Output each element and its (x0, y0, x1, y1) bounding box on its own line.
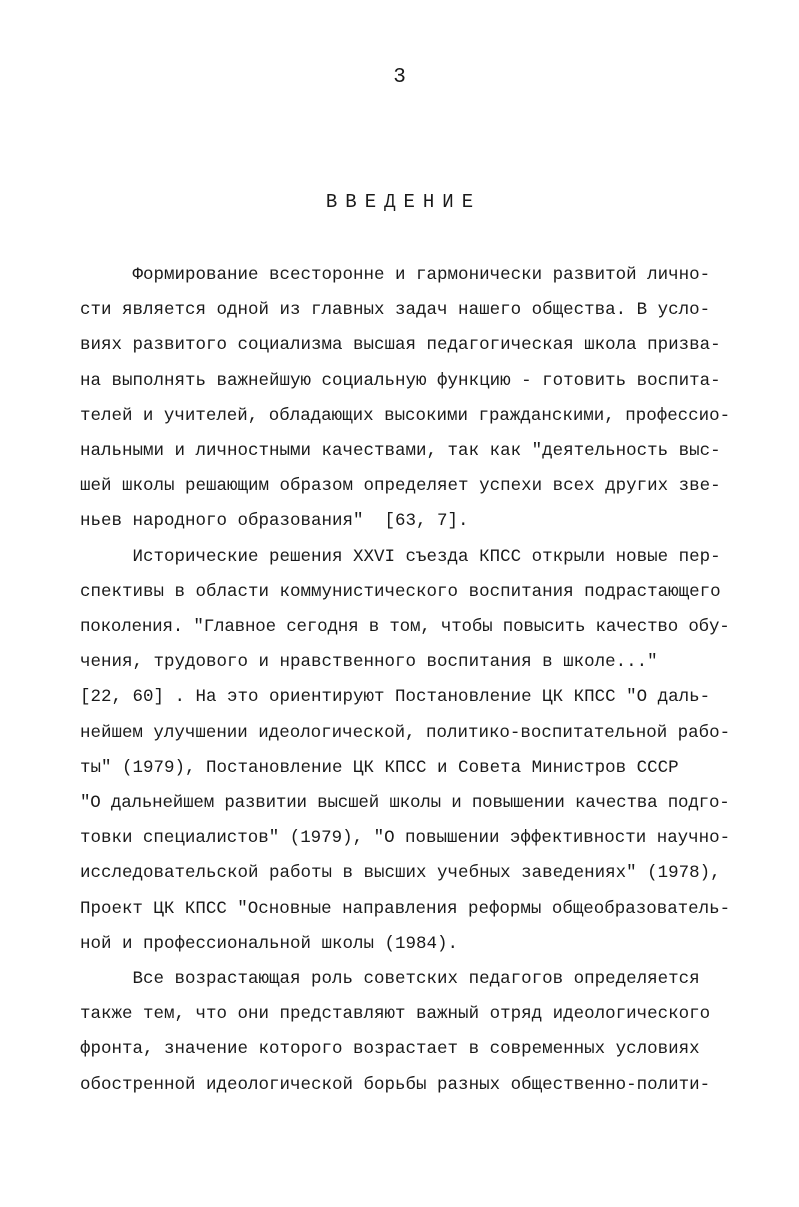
text-line: [22, 60] . На это ориентируют Постановление ЦК КПСС "О даль- (80, 687, 711, 708)
page-number: 3 (393, 66, 406, 89)
text-line: товки специалистов" (1979), "О повышении эффективности научно- (80, 828, 731, 849)
section-heading: ВВЕДЕНИЕ (325, 191, 482, 213)
text-line: фронта, значение которого возрастает в современных условиях (80, 1039, 700, 1060)
text-line: нальными и личностными качествами, так как "деятельность выс- (80, 441, 721, 461)
text-line: чения, трудового и нравственного воспитания в школе..." (80, 652, 658, 673)
text-line: спективы в области коммунистического воспитания подрастающего (80, 581, 721, 602)
text-line: шей школы решающим образом определяет успехи всех других зве- (80, 476, 721, 497)
text-line: Проект ЦК КПСС "Основные направления реформы общеобразователь- (80, 898, 731, 919)
text-line: нейшем улучшении идеологической, политико-воспитательной рабо- (80, 722, 731, 743)
text-line: на выполнять важнейшую социальную функцию - готовить воспита- (80, 370, 721, 391)
text-line: виях развитого социализма высшая педагогическая школа призва- (80, 335, 721, 356)
text-line: сти является одной из главных задач нашего общества. В усло- (80, 300, 711, 321)
text-line: Формирование всесторонне и гармонически развитой лично- (80, 265, 711, 285)
text-line: исследовательской работы в высших учебных заведениях" (1978), (80, 863, 721, 884)
text-line: "О дальнейшем развитии высшей школы и повышении качества подго- (80, 793, 730, 813)
text-line: ньев народного образования" [63, 7]. (80, 511, 469, 532)
text-line: также тем, что они представляют важный отряд идеологического (80, 1004, 711, 1025)
text-line: Все возрастающая роль советских педагогов определяется (80, 969, 700, 989)
text-line: ной и профессиональной школы (1984). (80, 933, 459, 954)
text-line: обостренной идеологической борьбы разных общественно-полити- (80, 1074, 711, 1095)
text-line: телей и учителей, обладающих высокими гражданскими, профессио- (80, 405, 731, 426)
text-line: ты" (1979), Постановление ЦК КПСС и Совета Министров СССР (80, 757, 679, 778)
text-line: поколения. "Главное сегодня в том, чтобы повысить качество обу- (80, 617, 730, 637)
text-line: Исторические решения XXVI съезда КПСС открыли новые пер- (80, 546, 721, 567)
